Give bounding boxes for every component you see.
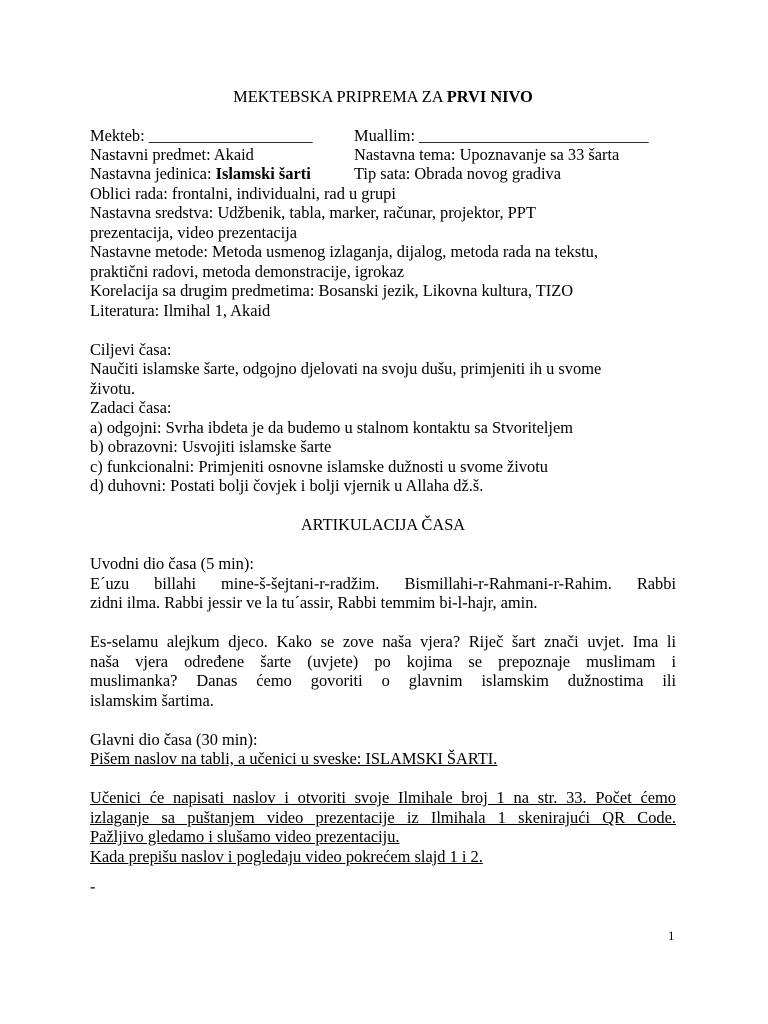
title-level: PRVI NIVO bbox=[446, 87, 533, 106]
document-title bbox=[90, 87, 676, 106]
glavni-line1: Učenici će napisati naslov i otvoriti svoje Ilmihale broj 1 na str. 33. Počet ćemo bbox=[90, 788, 676, 807]
glavni-naslov: Pišem naslov na tabli, a učenici u sveske: ISLAMSKI ŠARTI. bbox=[90, 749, 498, 768]
zadatak-duhovni: d) duhovni: Postati bolji čovjek i bolji vjernik u Allaha dž.š. bbox=[90, 476, 484, 495]
nastavne-metode-line1: Nastavne metode: Metoda usmenog izlaganja, dijalog, metoda rada na tekstu, bbox=[90, 242, 598, 261]
uvodni-line2: zidni ilma. Rabbi jessir ve la tu´assir, Rabbi temmim bi-l-hajr, amin. bbox=[90, 593, 538, 612]
pozdrav-line4: islamskim šartima. bbox=[90, 691, 214, 710]
zadatak-odgojni: a) odgojni: Svrha ibdeta je da budemo u stalnom kontaktu sa Stvoriteljem bbox=[90, 418, 573, 437]
muallim-field: Muallim: ____________________________ bbox=[354, 126, 649, 145]
nastavna-tema: Nastavna tema: Upoznavanje sa 33 šarta bbox=[354, 145, 620, 164]
glavni-heading: Glavni dio časa (30 min): bbox=[90, 730, 258, 749]
mekteb-field: Mekteb: ____________________ bbox=[90, 126, 313, 145]
oblici-rada: Oblici rada: frontalni, individualni, rad u grupi bbox=[90, 184, 396, 203]
title-prefix: MEKTEBSKA PRIPREMA ZA bbox=[233, 87, 447, 106]
tip-sata: Tip sata: Obrada novog gradiva bbox=[354, 164, 561, 183]
uvodni-line1: E´uzu billahi mine-š-šejtani-r-radžim. Bismillahi-r-Rahmani-r-Rahim. Rabbi bbox=[90, 574, 676, 593]
zadaci-heading: Zadaci časa: bbox=[90, 398, 172, 417]
zadatak-obrazovni: b) obrazovni: Usvojiti islamske šarte bbox=[90, 437, 332, 456]
artikulacija-heading: ARTIKULACIJA ČASA bbox=[300, 515, 466, 534]
ciljevi-line1: Naučiti islamske šarte, odgojno djelovati na svoju dušu, primjeniti ih u svome bbox=[90, 359, 602, 378]
glavni-line4: Kada prepišu naslov i pogledaju video pokrećem slajd 1 i 2. bbox=[90, 847, 483, 866]
korelacija: Korelacija sa drugim predmetima: Bosanski jezik, Likovna kultura, TIZO bbox=[90, 281, 574, 300]
jedinica-value: Islamski šarti bbox=[215, 164, 311, 183]
page-number: 1 bbox=[668, 928, 675, 943]
nastavna-sredstva-line1: Nastavna sredstva: Udžbenik, tabla, marker, računar, projektor, PPT bbox=[90, 203, 536, 222]
ciljevi-heading: Ciljevi časa: bbox=[90, 340, 172, 359]
nastavna-jedinica bbox=[90, 164, 311, 183]
jedinica-label: Nastavna jedinica: bbox=[90, 164, 216, 183]
pozdrav-line3: muslimanka? Danas ćemo govoriti o glavnim islamskim dužnostima ili bbox=[90, 671, 676, 690]
dash-marker: - bbox=[90, 877, 96, 896]
nastavna-sredstva-line2: prezentacija, video prezentacija bbox=[90, 223, 298, 242]
zadatak-funkcionalni: c) funkcionalni: Primjeniti osnovne islamske dužnosti u svome životu bbox=[90, 457, 548, 476]
ciljevi-line2: životu. bbox=[90, 379, 136, 398]
glavni-line2: izlaganje sa puštanjem video prezentacije iz Ilmihala 1 skenirajući QR Code. bbox=[90, 808, 676, 827]
glavni-line3: Pažljivo gledamo i slušamo video prezentaciju. bbox=[90, 827, 400, 846]
nastavne-metode-line2: praktični radovi, metoda demonstracije, igrokaz bbox=[90, 262, 405, 281]
pozdrav-line1: Es-selamu alejkum djeco. Kako se zove naša vjera? Riječ šart znači uvjet. Ima li bbox=[90, 632, 676, 651]
uvodni-heading: Uvodni dio časa (5 min): bbox=[90, 554, 254, 573]
nastavni-predmet: Nastavni predmet: Akaid bbox=[90, 145, 254, 164]
pozdrav-line2: naša vjera određene šarte (uvjete) po kojima se prepoznaje muslimam i bbox=[90, 652, 676, 671]
literatura: Literatura: Ilmihal 1, Akaid bbox=[90, 301, 271, 320]
